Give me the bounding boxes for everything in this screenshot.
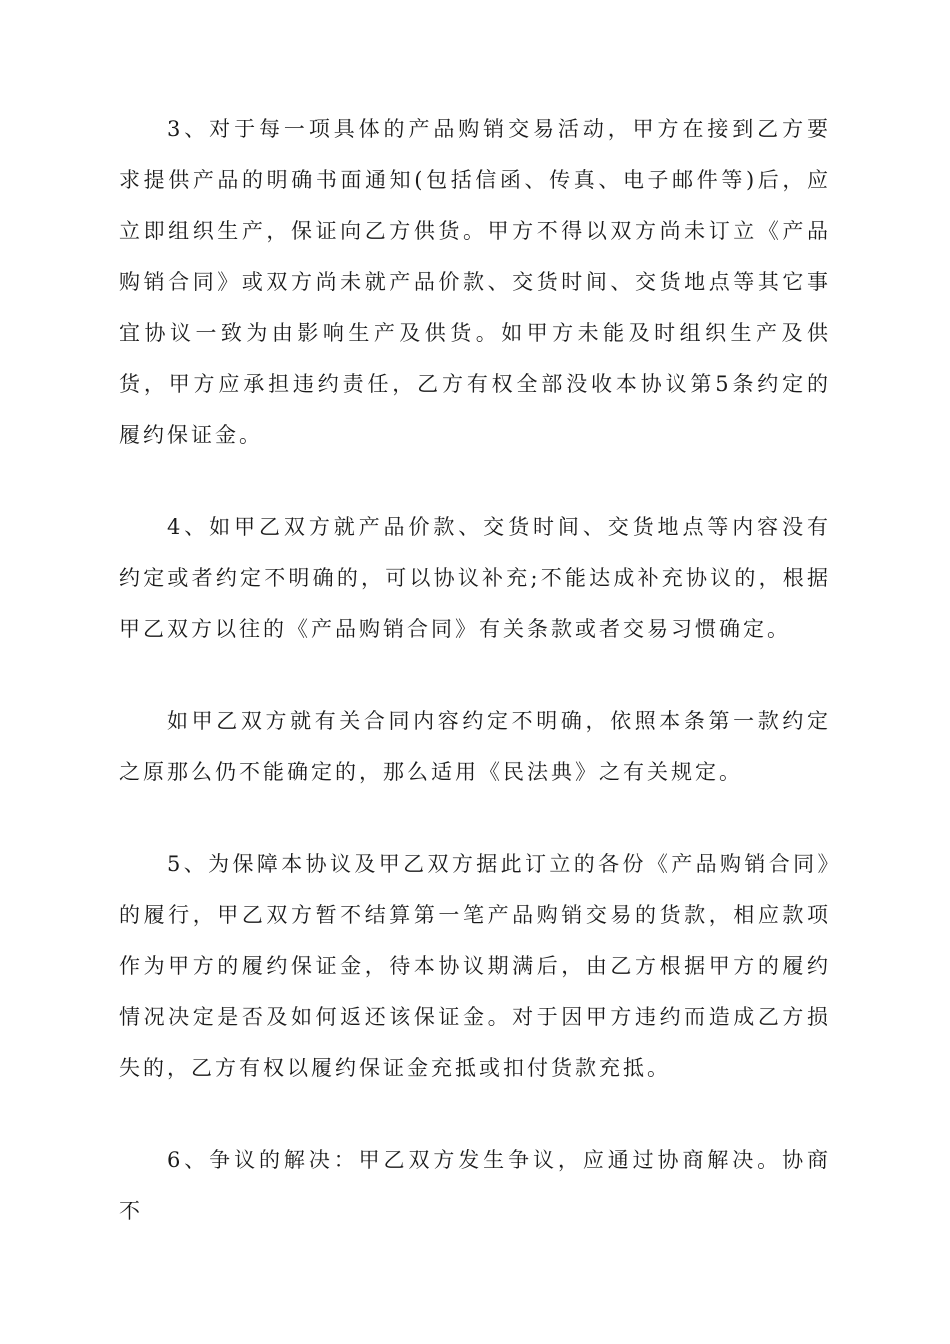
paragraph-clause-6: 6、争议的解决：甲乙双方发生争议，应通过协商解决。协商不 (119, 1148, 831, 1223)
paragraph-clause-4-supplement: 如甲乙双方就有关合同内容约定不明确，依照本条第一款约定之原那么仍不能确定的，那么适用《民法典》之有关规定。 (119, 709, 831, 784)
paragraph-clause-4: 4、如甲乙双方就产品价款、交货时间、交货地点等内容没有约定或者约定不明确的，可以协议补充;不能达成补充协议的，根据甲乙双方以往的《产品购销合同》有关条款或者交易习惯确定。 (119, 515, 831, 641)
paragraph-clause-5: 5、为保障本协议及甲乙双方据此订立的各份《产品购销合同》的履行，甲乙双方暂不结算第一笔产品购销交易的货款，相应款项作为甲方的履约保证金，待本协议期满后，由乙方根据甲方的履约情况决定是否及如何返还该保证金。对于因甲方违约而造成乙方损失的，乙方有权以履约保证金充抵或扣付货款充抵。 (119, 852, 831, 1080)
paragraph-clause-3: 3、对于每一项具体的产品购销交易活动，甲方在接到乙方要求提供产品的明确书面通知(包括信函、传真、电子邮件等)后，应立即组织生产，保证向乙方供货。甲方不得以双方尚未订立《产品购销合同》或双方尚未就产品价款、交货时间、交货地点等其它事宜协议一致为由影响生产及供货。如甲方未能及时组织生产及供货，甲方应承担违约责任，乙方有权全部没收本协议第5条约定的履约保证金。 (119, 117, 831, 447)
document-body (119, 104, 831, 1237)
